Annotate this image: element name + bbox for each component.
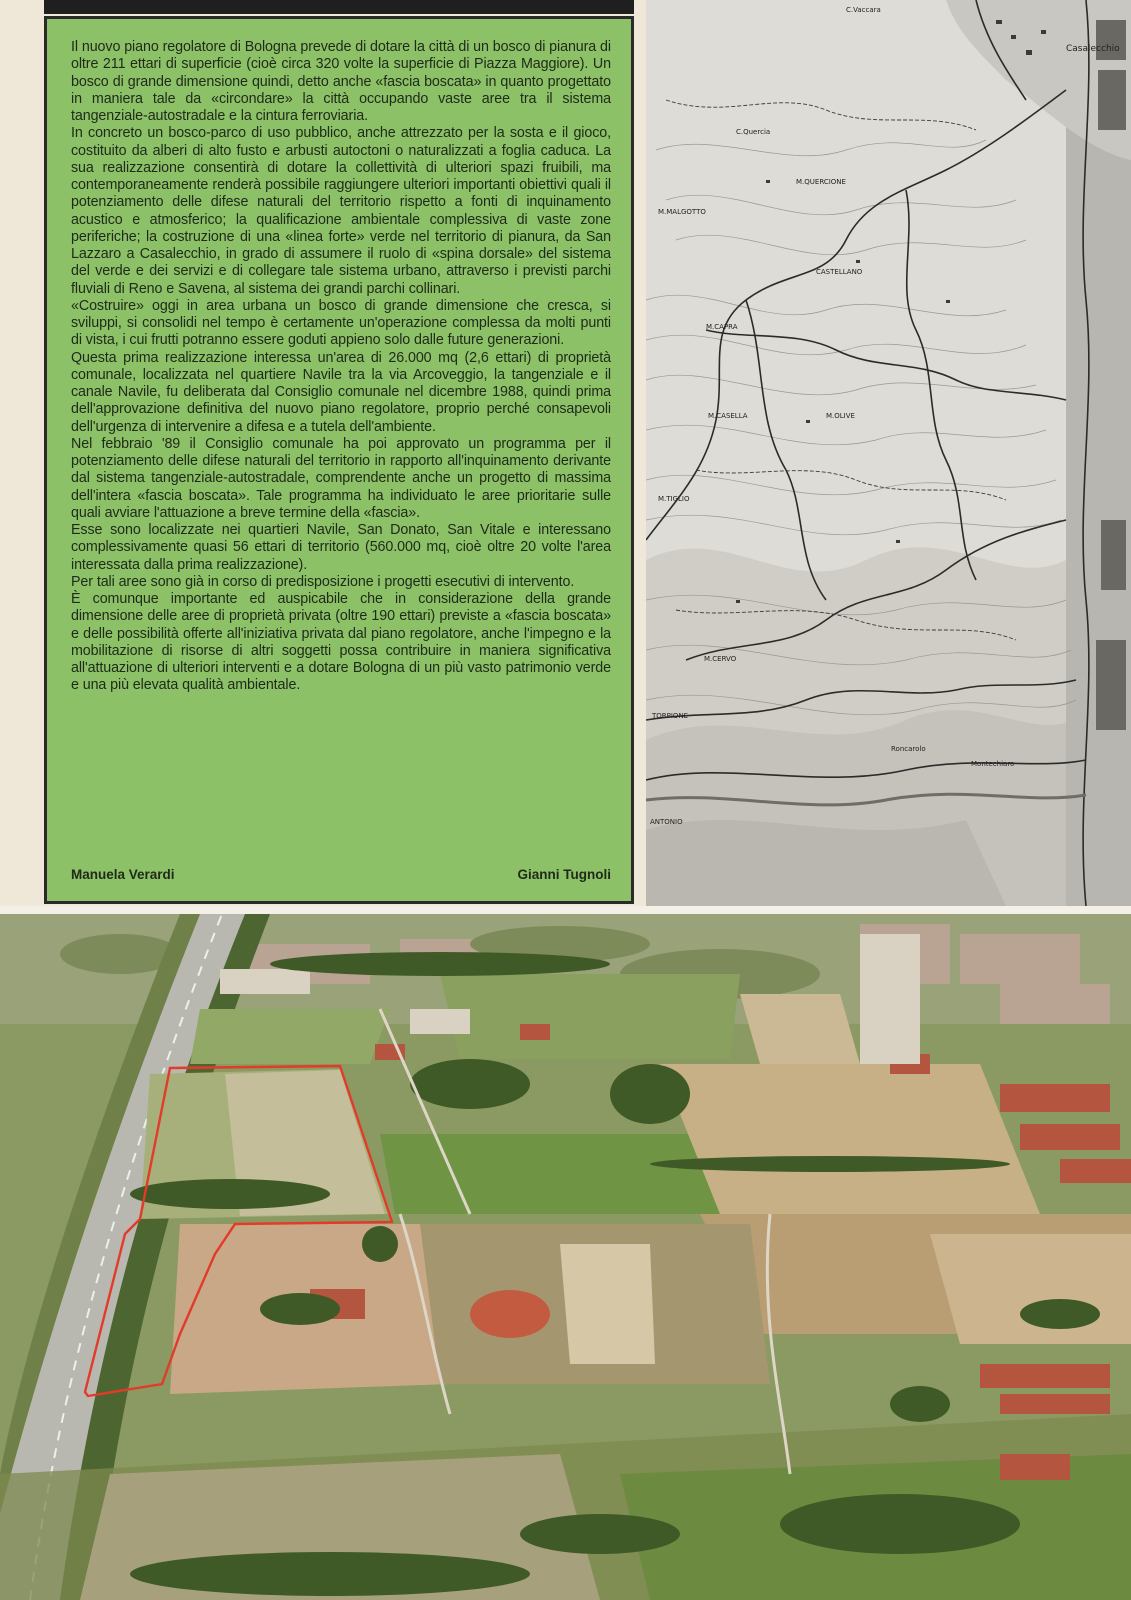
- map-label: C.Vaccara: [846, 6, 881, 14]
- map-drawing: [646, 0, 1131, 906]
- aerial-photo-drawing: [0, 914, 1131, 1600]
- map-label: TORPIONE: [652, 712, 689, 720]
- map-label: Montechiaro: [971, 760, 1015, 768]
- topographic-map: [646, 0, 1131, 906]
- article-paragraph-6: Esse sono localizzate nei quartieri Navile, San Donato, San Vitale e interessano complessivamente quasi 56 ettari di territorio (560.000 mq, cioè oltre 20 volte l'area interessata dalla prima realizzazione).: [71, 522, 611, 573]
- article-paragraph-2: In concreto un bosco-parco di uso pubblico, anche attrezzato per la sosta e il gioco, costituito da alberi di alto fusto e arbusti autoctoni o naturalizzati a foglia caduca. La sua realizzazione consentirà di dotare la collettività di ulteriori spazi fruibili, ma contemporaneamente renderà possibile raggiungere ulteriori importanti obiettivi quali il potenziamento delle difese naturali del territorio rispetto a fonti di inquinamento acustico e atmosferico; la qualificazione ambientale complessiva di vaste zone periferiche; la costruzione di una «linea forte» verde nel territorio di pianura, da San Lazzaro a Casalecchio, in grado di assumere il ruolo di «spina dorsale» del sistema del verde e dei servizi e di collegare tale sistema urbano, attraverso i previsti parchi fluviali di Reno e Savena, al sistema dei grandi parchi collinari.: [71, 125, 611, 297]
- signatures: [71, 867, 611, 882]
- map-label: M.QUERCIONE: [796, 178, 846, 186]
- article-paragraph-1: Il nuovo piano regolatore di Bologna prevede di dotare la città di un bosco di pianura di oltre 211 ettari di superficie (cioè circa 320 volte la superficie di Piazza Maggiore). Un bosco di grande dimensione quindi, detto anche «fascia boscata» in quanto progettato in maniera tale da «circondare» la città occupando vaste aree tra il sistema tangenziale-autostradale e la cintura ferroviaria.: [71, 39, 611, 124]
- map-label: Casalecchio: [1066, 44, 1120, 54]
- map-label: M.MALGOTTO: [658, 208, 706, 216]
- article-box: [44, 16, 634, 904]
- author-left: Manuela Verardi: [71, 867, 175, 882]
- map-label: M.CAPRA: [706, 323, 738, 331]
- aerial-photo: [0, 914, 1131, 1600]
- author-right: Gianni Tugnoli: [517, 867, 611, 882]
- map-label: ANTONIO: [650, 818, 683, 826]
- article-paragraph-8: È comunque importante ed auspicabile che in considerazione della grande dimensione delle aree di proprietà privata (oltre 190 ettari) previste a «fascia boscata» e delle possibilità offerte all'iniziativa privata dal piano regolatore, anche l'impegno e la mobilitazione di risorse di altri soggetti possa contribuire in maniera significativa all'attuazione di ulteriori interventi e a dotare Bologna di un più vasto patrimonio verde e una più elevata qualità ambientale.: [71, 591, 611, 694]
- header-strip: [44, 0, 634, 14]
- map-label: M.CERVO: [704, 655, 737, 663]
- article-paragraph-3: «Costruire» oggi in area urbana un bosco di grande dimensione che cresca, si sviluppi, si consolidi nel tempo è certamente un'operazione complessa da molti punti di vista, i cui frutti potranno essere goduti appieno solo dalle future generazioni.: [71, 297, 611, 349]
- map-label: CASTELLANO: [816, 268, 863, 276]
- article-text: [71, 39, 611, 695]
- map-label: M.TIGLIO: [658, 495, 690, 503]
- map-label: M.OLIVE: [826, 412, 855, 420]
- article-paragraph-4: Questa prima realizzazione interessa un'area di 26.000 mq (2,6 ettari) di proprietà comunale, localizzata nel quartiere Navile tra la via Arcoveggio, la tangenziale e il canale Navile, fu deliberata dal Consiglio comunale nel dicembre 1988, quindi prima dell'approvazione definitiva del nuovo piano regolatore, proprio perché consapevoli dell'urgenza di intervenire a difesa e a tutela dell'ambiente.: [71, 349, 611, 435]
- map-label: C.Quercia: [736, 128, 771, 136]
- scan-gap: [0, 906, 1131, 914]
- map-label: M.CASELLA: [708, 412, 748, 420]
- map-label: Roncarolo: [891, 745, 926, 753]
- article-paragraph-7: Per tali aree sono già in corso di predisposizione i progetti esecutivi di intervento.: [71, 573, 575, 590]
- article-paragraph-5: Nel febbraio '89 il Consiglio comunale ha poi approvato un programma per il potenziamento delle difese naturali del territorio in rapporto all'inquinamento derivante dal sistema tangenziale-autostradale, comprendente anche un progetto di massima dell'intera «fascia boscata». Tale programma ha individuato le aree prioritarie sulle quali avviare l'attuazione a breve termine della «fascia».: [71, 435, 611, 521]
